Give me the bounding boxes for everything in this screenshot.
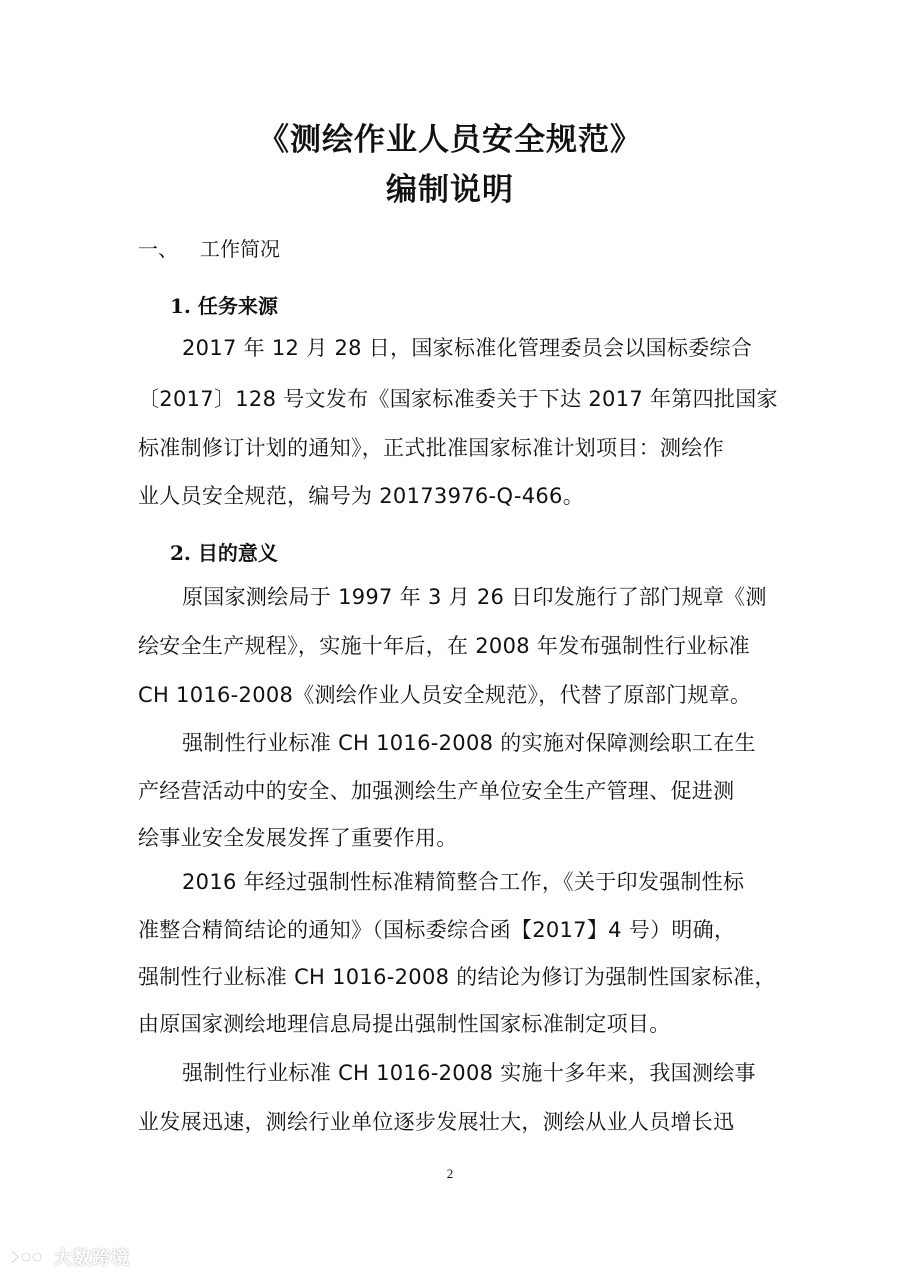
section-title: 工作简况 [200, 237, 280, 261]
paragraph-line: 2016 年经过强制性标准精简整合工作，《关于印发强制性标 [182, 870, 745, 894]
page-number: 2 [446, 1166, 454, 1181]
paragraph-line: 业发展迅速，测绘行业单位逐步发展壮大，测绘从业人员增长迅 [138, 1110, 735, 1134]
document-subtitle: 编制说明 [386, 172, 514, 208]
document-title: 《测绘作业人员安全规范》 [258, 122, 642, 158]
subsection-heading-purpose: 2. 目的意义 [170, 541, 278, 565]
subsection-heading-task-source: 1. 任务来源 [170, 294, 278, 318]
paragraph-line: 绘安全生产规程》，实施十年后，在 2008 年发布强制性行业标准 [138, 634, 750, 658]
watermark-text: 大数跨境 [54, 1248, 130, 1269]
paragraph-line: 2017 年 12 月 28 日，国家标准化管理委员会以国标委综合 [182, 336, 753, 360]
paragraph-line: 标准制修订计划的通知》，正式批准国家标准计划项目：测绘作 [138, 436, 724, 460]
paragraph-line: 由原国家测绘地理信息局提出强制性国家标准制定项目。 [138, 1012, 671, 1036]
paragraph-line: 业人员安全规范，编号为 20173976-Q-466。 [138, 484, 585, 508]
paragraph-line: 强制性行业标准 CH 1016-2008 实施十多年来，我国测绘事 [182, 1061, 756, 1085]
paragraph-line: 〔2017〕128 号文发布《国家标准委关于下达 2017 年第四批国家 [138, 387, 778, 411]
paragraph-line: CH 1016-2008《测绘作业人员安全规范》，代替了原部门规章。 [138, 683, 752, 707]
paragraph-line: 绘事业安全发展发挥了重要作用。 [138, 826, 458, 850]
paragraph-line: 强制性行业标准 CH 1016-2008 的实施对保障测绘职工在生 [182, 731, 756, 755]
paragraph-line: 原国家测绘局于 1997 年 3 月 26 日印发施行了部门规章《测 [182, 585, 767, 609]
paragraph-line: 产经营活动中的安全、加强测绘生产单位安全生产管理、促进测 [138, 779, 735, 803]
section-heading [138, 233, 280, 262]
paragraph-line: 准整合精简结论的通知》（国标委综合函【2017】4 号）明确， [138, 918, 736, 942]
section-number: 一、 [138, 237, 178, 261]
watermark [8, 1244, 130, 1270]
paragraph-line: 强制性行业标准 CH 1016-2008 的结论为修订为强制性国家标准， [138, 965, 776, 989]
brand-logo-icon [8, 1247, 48, 1267]
